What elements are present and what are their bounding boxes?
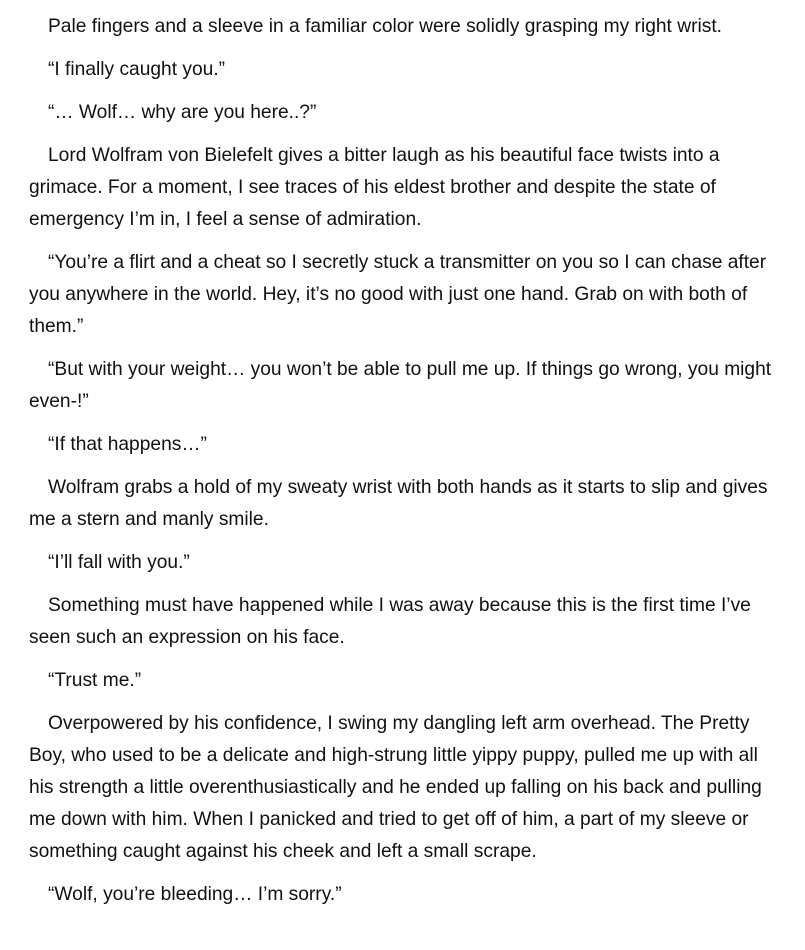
paragraph: Lord Wolfram von Bielefelt gives a bitter laugh as his beautiful face twists into a grimace. For a moment, I see traces of his eldest brother and despite the state of emergency I’m in, I feel a sense of admiration. <box>29 145 720 230</box>
paragraph: Wolfram grabs a hold of my sweaty wrist with both hands as it starts to slip and gives me a stern and manly smile. <box>29 477 768 530</box>
document-page <box>29 11 785 922</box>
paragraph: “You’re a flirt and a cheat so I secretly stuck a transmitter on you so I can chase after you anywhere in the world. Hey, it’s no good with just one hand. Grab on with both of them.” <box>29 252 767 337</box>
paragraph: Something must have happened while I was away because this is the first time I’ve seen such an expression on his face. <box>29 595 751 648</box>
paragraph: “If that happens…” <box>48 434 207 455</box>
paragraph: Pale fingers and a sleeve in a familiar color were solidly grasping my right wrist. <box>48 16 722 37</box>
paragraph: “I’ll fall with you.” <box>48 552 190 573</box>
paragraph: “But with your weight… you won’t be able to pull me up. If things go wrong, you might even-!” <box>29 359 772 412</box>
paragraph: Overpowered by his confidence, I swing my dangling left arm overhead. The Pretty Boy, who used to be a delicate and high-strung little yippy puppy, pulled me up with all his strength a little overenthusiastically and he ended up falling on his back and pulling me down with him. When I panicked and tried to get off of him, a part of my sleeve or something caught against his cheek and left a small scrape. <box>29 713 762 862</box>
paragraph: “I finally caught you.” <box>48 59 226 80</box>
paragraph: “Wolf, you’re bleeding… I’m sorry.” <box>48 884 342 905</box>
paragraph: “Trust me.” <box>48 670 142 691</box>
paragraph: “… Wolf… why are you here..?” <box>48 102 317 123</box>
